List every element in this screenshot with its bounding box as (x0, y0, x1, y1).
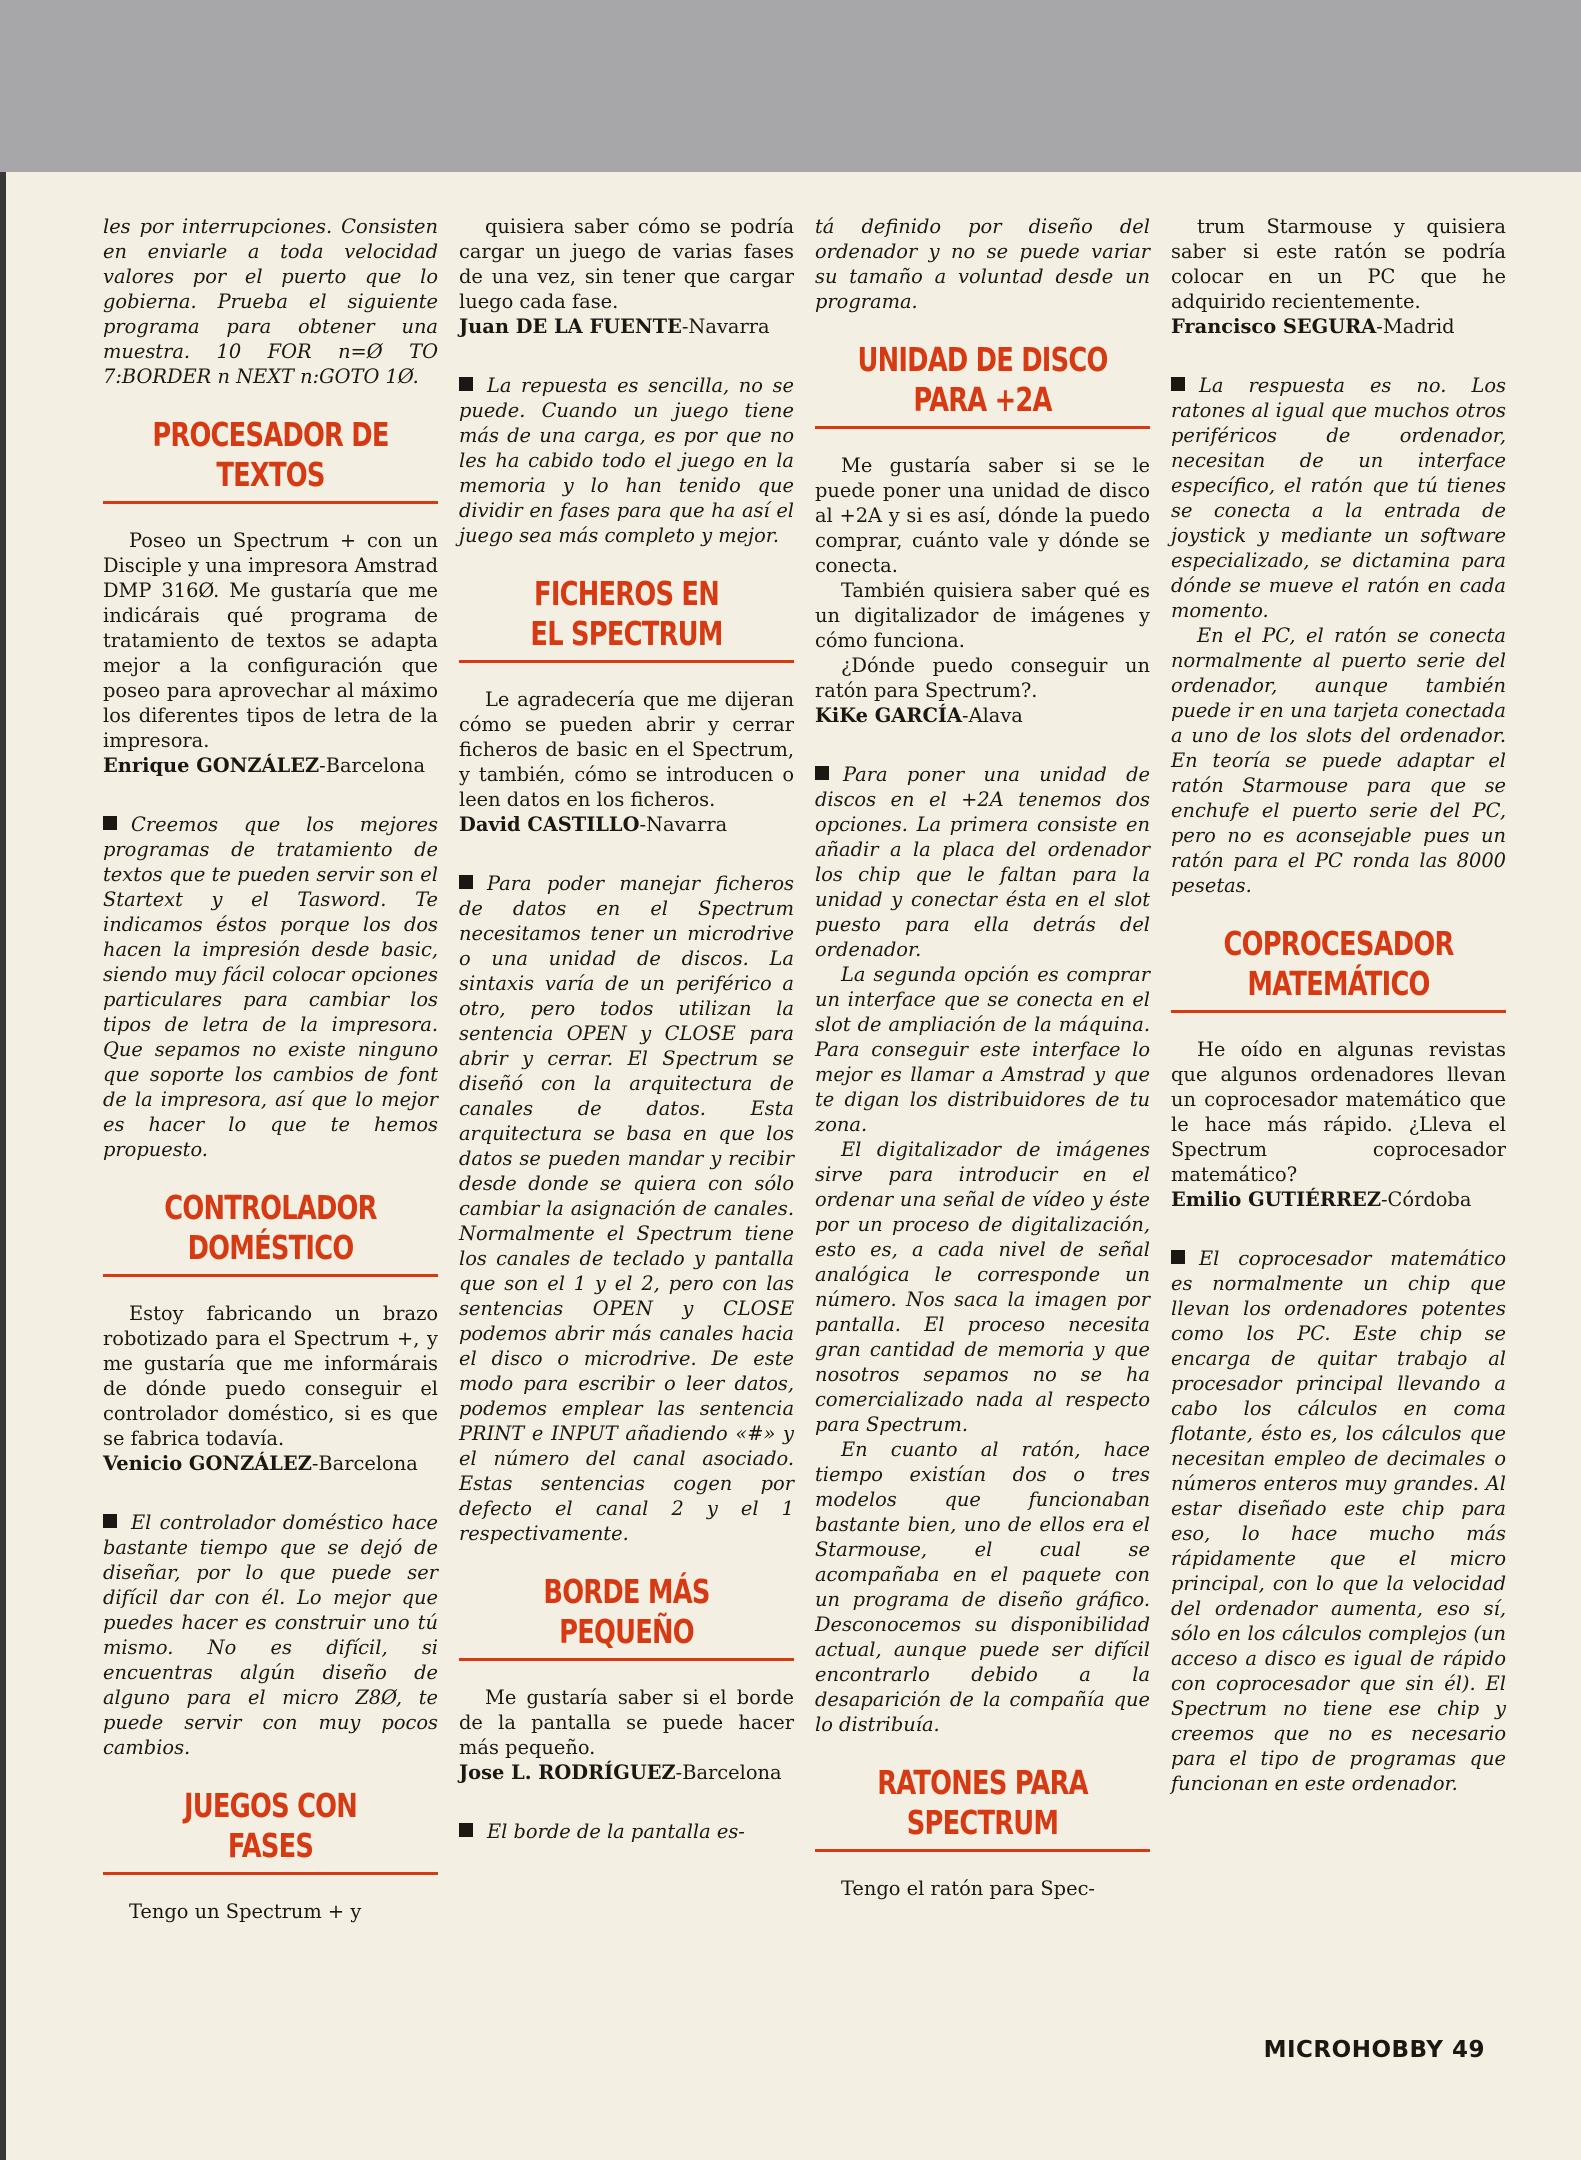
bullet-square-icon (103, 1514, 117, 1528)
question-text: Poseo un Spectrum + con un Disciple y una impresora Amstrad DMP 316Ø. Me gustaría que me indicárais qué programa de tratamiento de textos se adapta mejor a la configuración que poseo para aprovechar al máximo los diferentes tipos de letra de la impresora. (103, 529, 438, 752)
heading-rule (815, 426, 1150, 429)
signature: Emilio GUTIÉRREZ-Córdoba (1171, 1188, 1472, 1211)
signature: David CASTILLO-Navarra (459, 813, 728, 836)
heading-rule (459, 1658, 794, 1661)
column-4 (1171, 214, 1506, 1796)
signature: Enrique GONZÁLEZ-Barcelona (103, 754, 426, 777)
section-heading-coprocesador: COPROCESADOR MATEMÁTICO (1171, 924, 1506, 1013)
column-2 (459, 214, 794, 1844)
section-heading-ratones: RATONES PARA SPECTRUM (815, 1763, 1150, 1852)
top-gray-band (0, 0, 1581, 172)
section-heading-ficheros: FICHEROS EN EL SPECTRUM (459, 574, 794, 663)
section-heading-procesador: PROCESADOR DE TEXTOS (103, 415, 438, 504)
answer-text: Para poner una unidad de discos en el +2A tenemos dos opciones. La primera consiste en añadir a la placa del ordenador los chip que le faltan para la unidad y conectar ésta en el slot puesto para ella detrás del ordenador. (815, 763, 1150, 961)
heading-rule (103, 1872, 438, 1875)
section-heading-borde: BORDE MÁS PEQUEÑO (459, 1572, 794, 1661)
heading-rule (103, 501, 438, 504)
bullet-square-icon (459, 875, 473, 889)
question-text: Tengo el ratón para Spec- (841, 1877, 1095, 1900)
question-text: quisiera saber cómo se podría cargar un juego de varias fases de una vez, sin tener que cargar luego cada fase. (459, 215, 794, 313)
answer-text: tá definido por diseño del ordenador y no se puede variar su tamaño a voluntad desde un programa. (815, 215, 1150, 313)
answer-text: La segunda opción es comprar un interface que se conecta en el slot de ampliación de la máquina. Para conseguir este interface lo mejor es llamar a Amstrad y que te digan los distribuidores de tu zona. (815, 963, 1150, 1136)
answer-text: Para poder manejar ficheros de datos en el Spectrum necesitamos tener un microdrive o una unidad de discos. La sintaxis varía de un periférico a otro, pero todos utilizan la sentencia OPEN y CLOSE para abrir y cerrar. El Spectrum se diseñó con la arquitectura de canales de datos. Esta arquitectura se basa en que los datos se pueden mandar y recibir desde donde se quiera con sólo cambiar la asignación de canales. Normalmente el Spectrum tiene los canales de teclado y pantalla que son el 1 y el 2, pero con las sentencias OPEN y CLOSE podemos abrir más canales hacia el disco o microdrive. De este modo para escribir o leer datos, podemos emplear las sentencia PRINT e INPUT añadiendo «#» y el número del canal asociado. Estas sentencias cogen por defecto el canal 2 y el 1 respectivamente. (459, 872, 794, 1545)
bullet-square-icon (459, 1823, 473, 1837)
heading-rule (459, 660, 794, 663)
signature: Jose L. RODRÍGUEZ-Barcelona (459, 1761, 782, 1784)
section-heading-unidad-disco: UNIDAD DE DISCO PARA +2A (815, 340, 1150, 429)
magazine-name: MICROHOBBY (1263, 2037, 1444, 2063)
column-1 (103, 214, 438, 1924)
bullet-square-icon (459, 377, 473, 391)
answer-text: El digitalizador de imágenes sirve para introducir en el ordenar una señal de vídeo y éste por un proceso de digitalización, esto es, a cada nivel de señal analógica le corresponde un número. Nos saca la imagen por pantalla. El proceso necesita gran cantidad de memoria y que nosotros sepamos no se ha comercializado nada al respecto para Spectrum. (815, 1138, 1150, 1436)
heading-rule (1171, 1010, 1506, 1013)
bullet-square-icon (1171, 1250, 1185, 1264)
question-text: También quisiera saber qué es un digitalizador de imágenes y cómo funciona. (815, 579, 1150, 652)
answer-text: El borde de la pantalla es- (459, 1819, 794, 1844)
heading-rule (103, 1274, 438, 1277)
answer-text: Creemos que los mejores programas de tratamiento de textos que te pueden servir son el Startext y el Tasword. Te indicamos éstos porque los dos hacen la impresión desde basic, siendo muy fácil colocar opciones particulares para cambiar los tipos de letra de la impresora. Que sepamos no existe ninguno que soporte los cambios de font de la impresora, así que lo mejor es hacer lo que te hemos propuesto. (103, 813, 438, 1161)
question-text: trum Starmouse y quisiera saber si este ratón se podría colocar en un PC que he adquirido recientemente. (1171, 215, 1506, 313)
page-number: 49 (1451, 2037, 1485, 2063)
question-text: He oído en algunas revistas que algunos ordenadores llevan un coprocesador matemático que le hace más rápido. ¿Lleva el Spectrum coprocesador matemático? (1171, 1038, 1506, 1186)
heading-rule (815, 1849, 1150, 1852)
question-text: Estoy fabricando un brazo robotizado para el Spectrum +, y me gustaría que me informárais de dónde puedo conseguir el controlador doméstico, si es que se fabrica todavía. (103, 1302, 438, 1450)
section-heading-controlador: CONTROLADOR DOMÉSTICO (103, 1188, 438, 1277)
binding-edge (0, 172, 6, 2160)
signature: KiKe GARCÍA-Alava (815, 704, 1023, 727)
answer-text: En cuanto al ratón, hace tiempo existían dos o tres modelos que funcionaban bastante bien, uno de ellos era el Starmouse, el cual se acompañaba en el paquete con un programa de diseño gráfico. Desconocemos su disponibilidad actual, aunque puede ser difícil encontrarlo debido a la desaparición de la compañía que lo distribuía. (815, 1438, 1150, 1736)
question-text: Le agradecería que me dijeran cómo se pueden abrir y cerrar ficheros de basic en el Spectrum, y también, cómo se introducen o leen datos en los ficheros. (459, 688, 794, 811)
answer-text: En el PC, el ratón se conecta normalmente al puerto serie del ordenador, aunque también puede ir en una tarjeta conectada a uno de los slots del ordenador. En teoría se puede adaptar el ratón Starmouse para que se enchufe el puerto serie del PC, pero no es aconsejable pues un ratón para el PC ronda las 8000 pesetas. (1171, 624, 1506, 897)
answer-text: La respuesta es no. Los ratones al igual que muchos otros periféricos de ordenador, necesitan de un interface específico, el ratón que tú tienes se conecta a la entrada de joystick y mediante un software especializado, se dictamina para dónde se mueve el ratón en cada momento. (1171, 374, 1506, 622)
answer-text: El controlador doméstico hace bastante tiempo que se dejó de diseñar, por lo que puede ser difícil dar con él. Lo mejor que puedes hacer es construir uno tú mismo. No es difícil, si encuentras algún diseño de alguno para el micro Z8Ø, te puede servir con muy pocos cambios. (103, 1511, 438, 1759)
column-3 (815, 214, 1150, 1901)
signature: Francisco SEGURA-Madrid (1171, 315, 1455, 338)
answer-text: La repuesta es sencilla, no se puede. Cuando un juego tiene más de una carga, es por que no les ha cabido todo el juego en la memoria y lo han tenido que dividir en fases para que ha así el juego sea más completo y mejor. (459, 374, 794, 547)
question-text: ¿Dónde puedo conseguir un ratón para Spectrum?. (815, 654, 1150, 702)
signature: Juan DE LA FUENTE-Navarra (459, 315, 770, 338)
question-text: Tengo un Spectrum + y (129, 1900, 362, 1923)
bullet-square-icon (815, 766, 829, 780)
question-text: Me gustaría saber si se le puede poner una unidad de disco al +2A y si es así, dónde la puedo comprar, cuánto vale y dónde se conecta. (815, 454, 1150, 577)
page-footer (1264, 2037, 1485, 2063)
answer-text: El coprocesador matemático es normalmente un chip que llevan los ordenadores potentes como los PC. Este chip se encarga de quitar trabajo al procesador principal llevando a cabo los cálculos en coma flotante, ésto es, los cálculos que necesitan empleo de decimales o números enteros muy grandes. Al estar diseñado este chip para eso, lo hace mucho más rápidamente que el micro principal, con lo que la velocidad del ordenador aumenta, eso sí, sólo en los cálculos complejos (un acceso a disco es igual de rápido con coprocesador que sin él). El Spectrum no tiene ese chip y creemos que no es necesario para el tipo de programas que funcionan en este ordenador. (1171, 1247, 1506, 1795)
signature: Venicio GONZÁLEZ-Barcelona (103, 1452, 418, 1475)
bullet-square-icon (103, 816, 117, 830)
answer-text: les por interrupciones. Consisten en enviarle a toda velocidad valores por el puerto que lo gobierna. Prueba el siguiente programa para obtener una muestra. 10 FOR n=Ø TO 7:BORDER n NEXT n:GOTO 1Ø. (103, 215, 438, 388)
question-text: Me gustaría saber si el borde de la pantalla se puede hacer más pequeño. (459, 1686, 794, 1759)
section-heading-juegos: JUEGOS CON FASES (103, 1786, 438, 1875)
bullet-square-icon (1171, 377, 1185, 391)
